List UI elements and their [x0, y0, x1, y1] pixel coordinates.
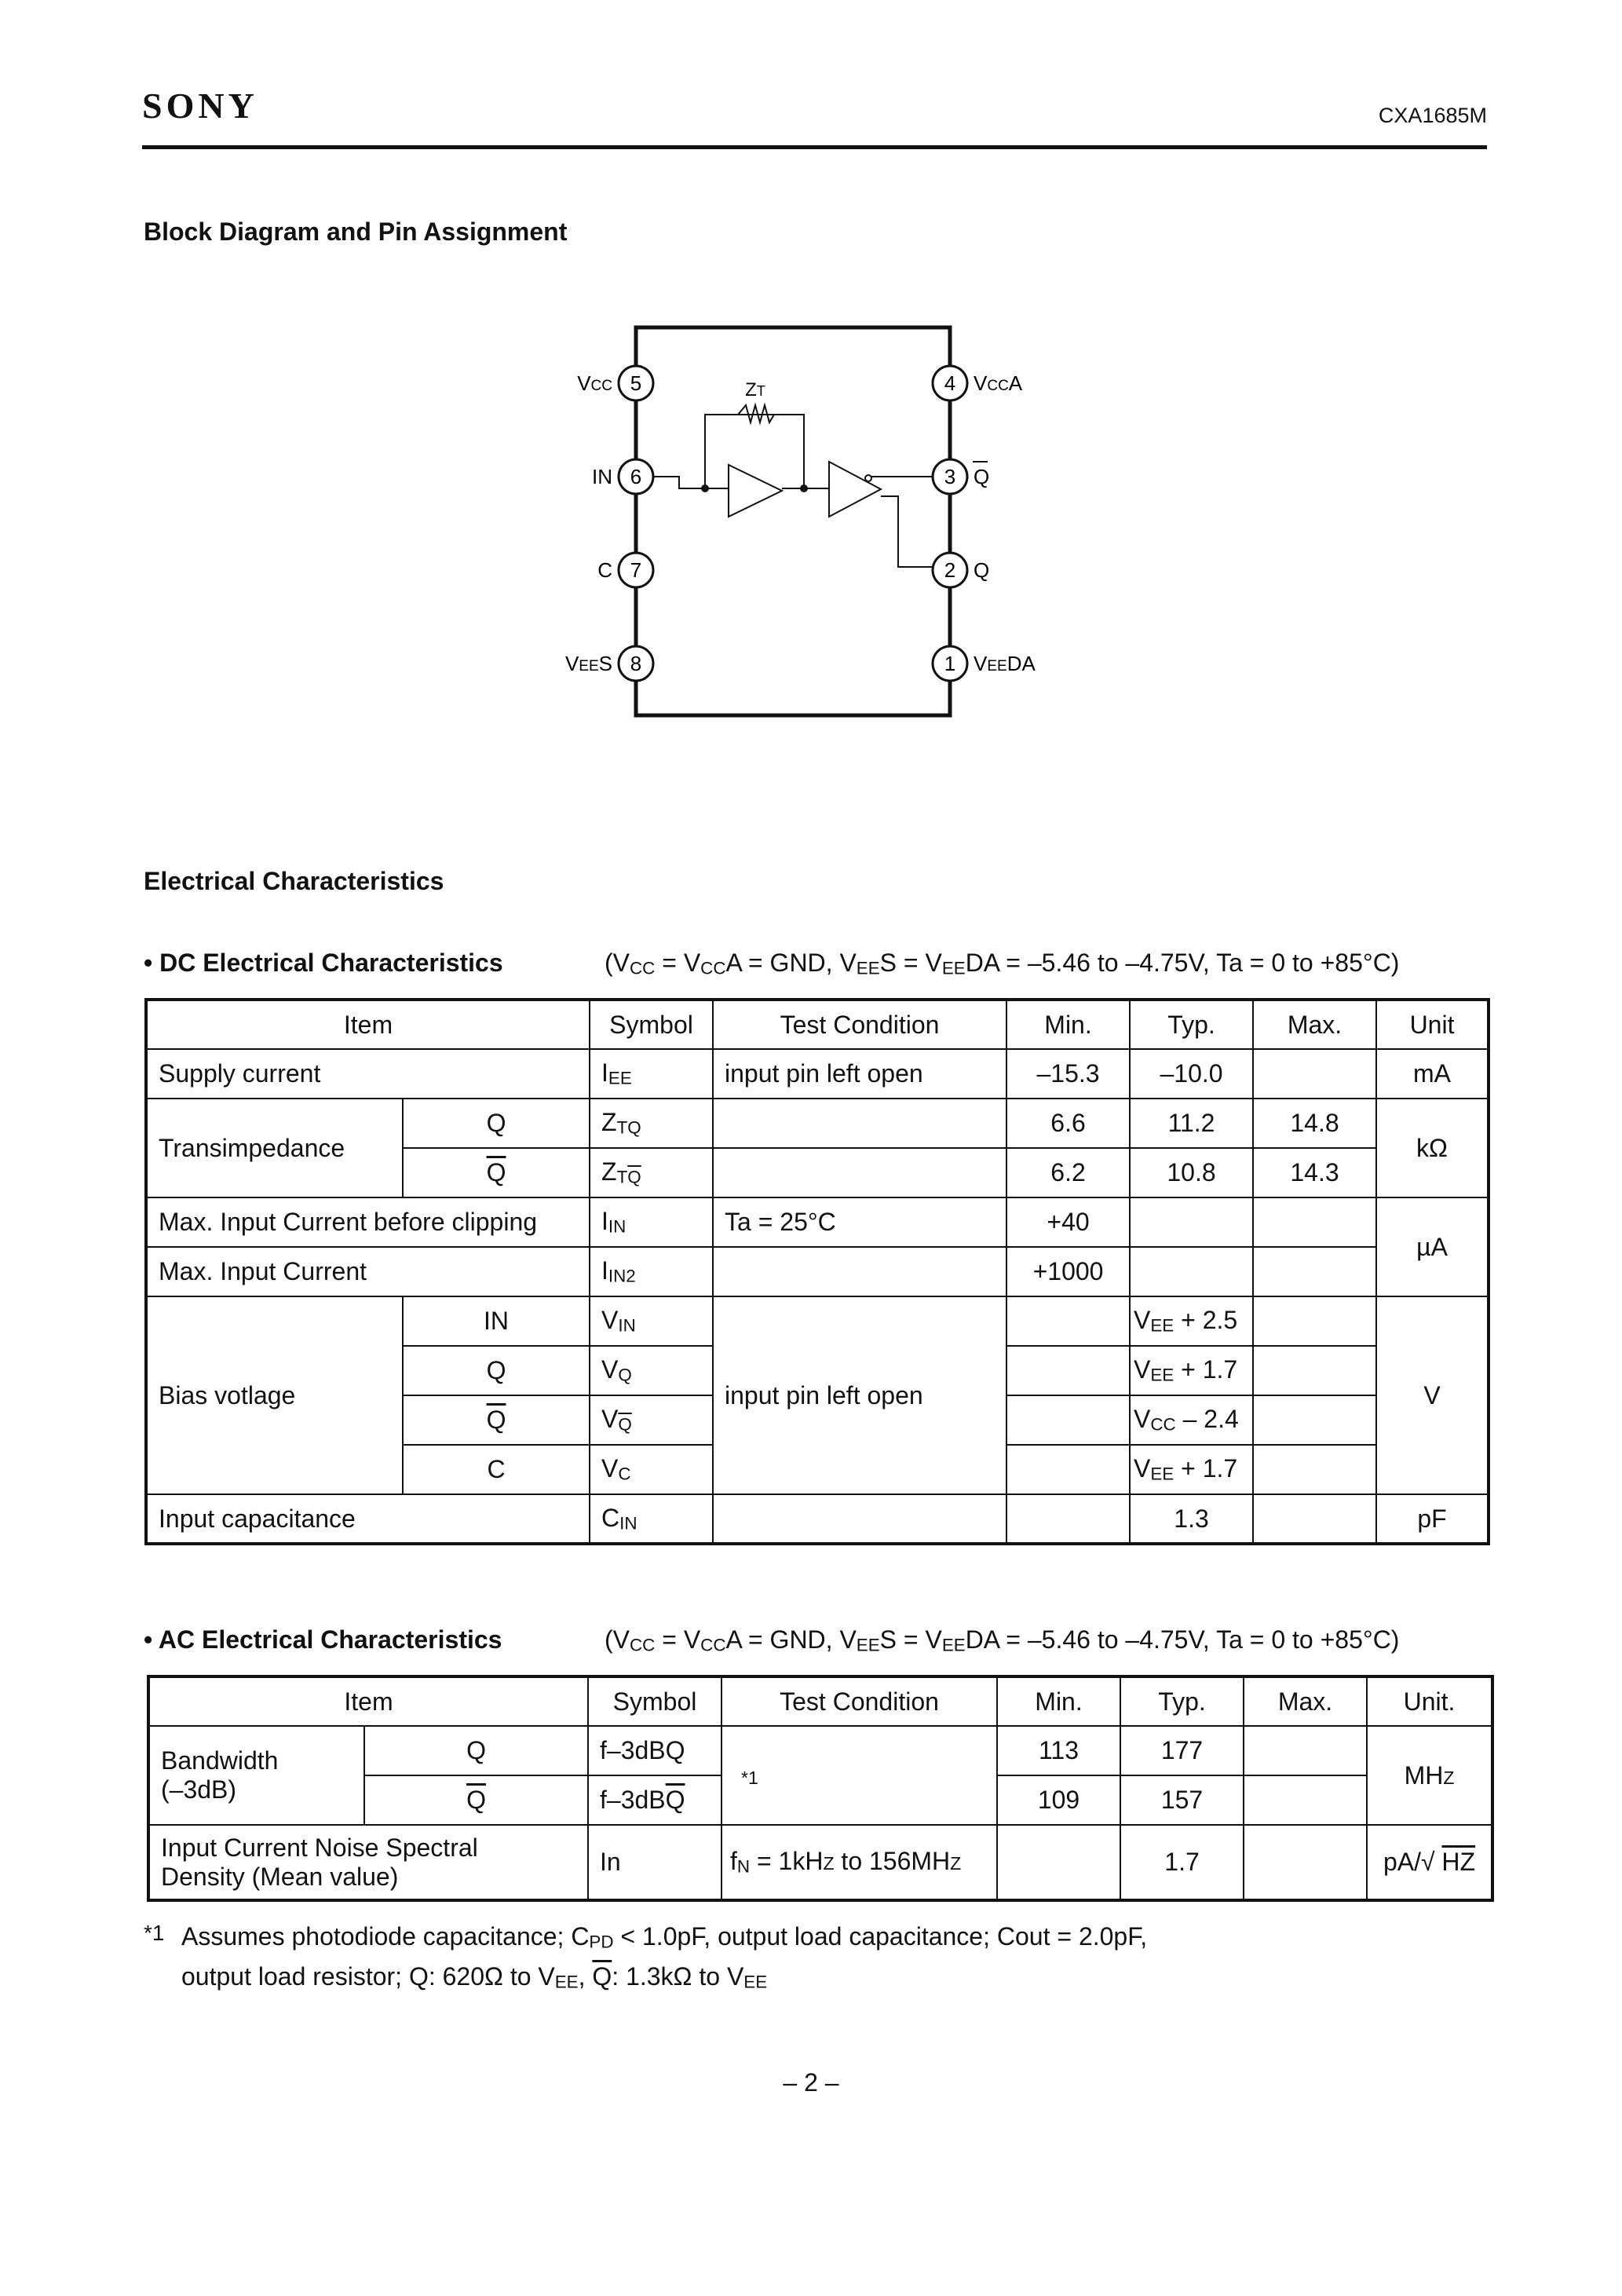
part-number: CXA1685M: [1378, 104, 1487, 127]
table-row: Input capacitance $C_{IN}$ 1.3 pF: [146, 1494, 1489, 1544]
table-row: Bias votlage IN $V_{IN}$ input pin left open $V_{EE} + 2.5$ V: [146, 1296, 1489, 1346]
ac-conditions: ($V_{CC} = V_{CC}A$ = GND, $V_{EE}S = V_{EE}DA = -5.46$ to –4.75V, Ta = 0 to +85°C): [605, 1625, 1400, 1655]
table-row: Max. Input Current before clipping $I_{IN}$ Ta = 25°C +40 µA: [146, 1197, 1489, 1247]
pin-8: [565, 646, 653, 681]
pin-2: [933, 553, 989, 587]
svg-text:1: 1: [944, 652, 956, 675]
table-row: Transimpedance Q $Z_{TQ}$ 6.6 11.2 14.8 kΩ: [146, 1099, 1489, 1148]
table-row: $\overline{Q}$ $f-3dB\overline{Q}$ 109 157: [148, 1775, 1492, 1825]
pin-3-label: Q: [974, 465, 990, 488]
pin-2-label: Q: [974, 558, 990, 582]
footnote-line-1: Assumes photodiode capacitance; $C_{PD} < 1.0pF$, output load capacitance; Cout = 2.0pF,: [181, 1922, 1148, 1952]
ac-subheading: • AC Electrical Characteristics: [144, 1625, 502, 1654]
svg-text:2: 2: [944, 558, 956, 582]
svg-text:5: 5: [630, 371, 642, 395]
pin-4-label: VCCA: [974, 371, 1023, 395]
table-row: $\overline{Q}$ $V_{\overline{Q}}$ $V_{CC} - 2.4$: [146, 1395, 1489, 1445]
pin-1-label: VEEDA: [974, 652, 1036, 675]
svg-text:6: 6: [630, 465, 642, 488]
table-row: $\overline{Q}$ $Z_{T\overline{Q}}$ 6.2 10.8 14.3: [146, 1148, 1489, 1197]
resistor-label: ZT: [745, 379, 765, 400]
pin-3: [933, 459, 989, 494]
footnote-mark: *1: [144, 1921, 165, 1945]
table-row: Bandwidth (–3dB) Q f–3dBQ *1 113 177 MHZ: [148, 1726, 1492, 1775]
table-row: Supply current $I_{EE}$ input pin left open –15.3 –10.0 mA: [146, 1049, 1489, 1099]
footnote-line-2: output load resistor; Q: 620Ω to $V_{EE}$, $\overline{Q}$: 1.3kΩ to $V_{EE}$: [181, 1962, 768, 1992]
pin-7-label: C: [597, 558, 612, 582]
table-header-row: Item Symbol Test Condition Min. Typ. Max. Unit.: [148, 1676, 1492, 1726]
table-header-row: Item Symbol Test Condition Min. Typ. Max. Unit: [146, 1000, 1489, 1049]
svg-text:3: 3: [944, 465, 956, 488]
header-rule: [142, 145, 1487, 149]
dc-subheading: • DC Electrical Characteristics: [144, 949, 503, 977]
pin-4: [933, 366, 1023, 400]
pin-8-label: VEES: [564, 652, 612, 675]
page-number: – 2 –: [783, 2068, 839, 2097]
ic-body: [636, 327, 950, 715]
sony-logo: SONY: [142, 86, 258, 126]
table-row: C $V_C$ $V_{EE} + 1.7$: [146, 1445, 1489, 1494]
ac-characteristics-table: [147, 1675, 1494, 1902]
pin-7: [597, 553, 653, 587]
block-diagram: [550, 314, 1099, 730]
pin-6-label: IN: [592, 465, 612, 488]
electrical-heading: Electrical Characteristics: [144, 867, 444, 895]
pin-5-label: VCC: [577, 371, 612, 395]
svg-text:7: 7: [630, 558, 642, 582]
table-row: Input Current Noise Spectral Density (Mean value) In $f_N = 1kHZ$ to 156MHZ 1.7 pA/√ HZ: [148, 1825, 1492, 1900]
table-row: Max. Input Current $I_{IN2}$ +1000: [146, 1247, 1489, 1296]
block-diagram-heading: Block Diagram and Pin Assignment: [144, 218, 568, 246]
dc-characteristics-table: [144, 998, 1490, 1545]
svg-text:4: 4: [944, 371, 956, 395]
dc-conditions: ($V_{CC} = V_{CC}A$ = GND, $V_{EE}S = V_{EE}DA = -5.46$ to –4.75V, Ta = 0 to +85°C): [605, 949, 1400, 978]
table-row: Q $V_Q$ $V_{EE} + 1.7$: [146, 1346, 1489, 1395]
pin-6: [592, 459, 653, 494]
pin-5: [577, 366, 653, 400]
svg-text:8: 8: [630, 652, 642, 675]
pin-1: [933, 646, 1036, 681]
